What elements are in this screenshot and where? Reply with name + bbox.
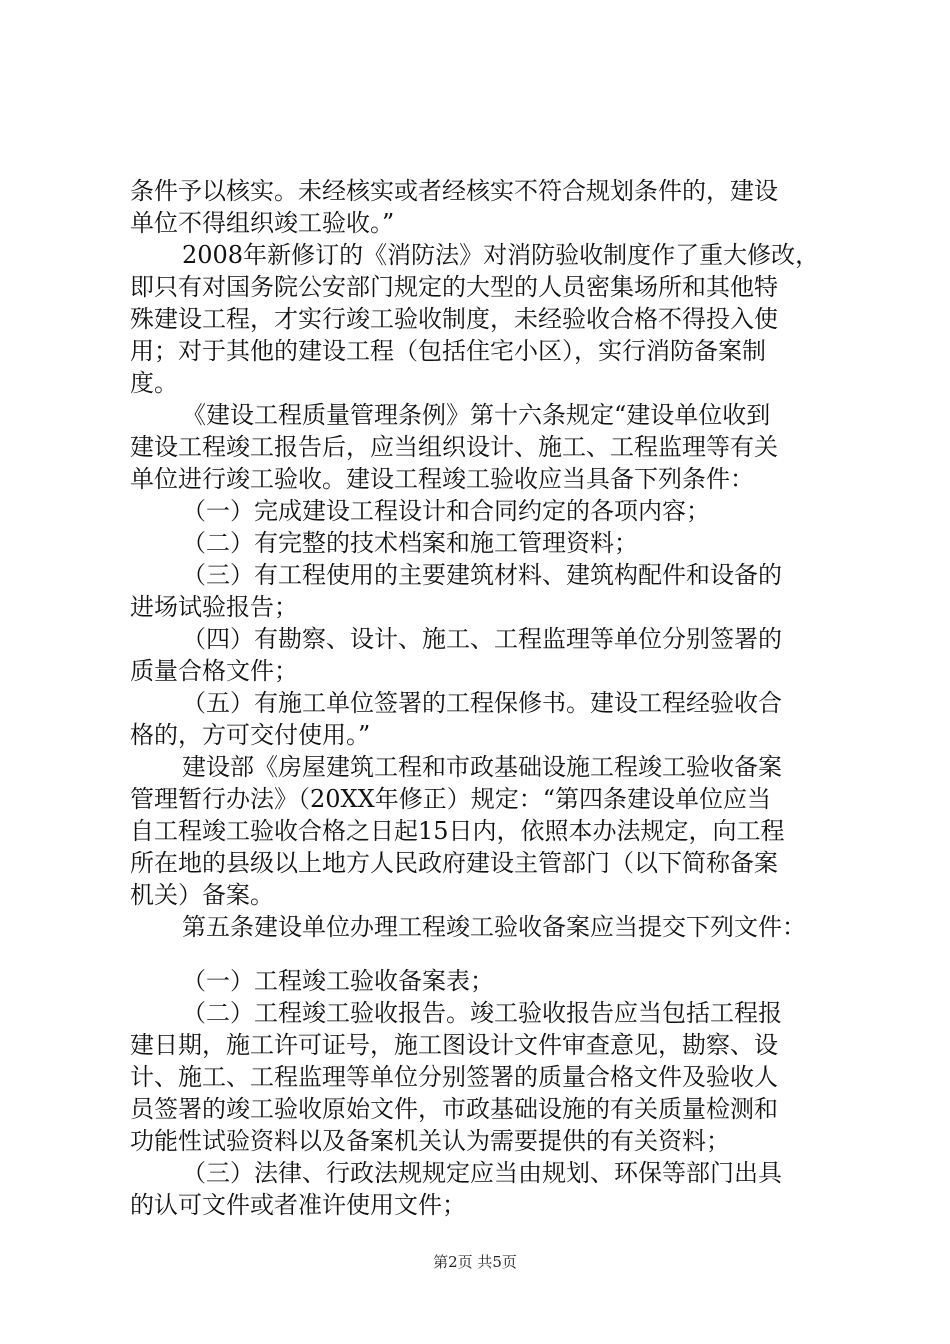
text-line: 建设工程竣工报告后，应当组织设计、施工、工程监理等有关 xyxy=(130,433,778,461)
list-item-line: （三）法律、行政法规规定应当由规划、环保等部门出具 xyxy=(182,1159,782,1187)
text-line: 计、施工、工程监理等单位分别签署的质量合格文件及验收人 xyxy=(130,1063,778,1091)
text-line: 单位进行竣工验收。建设工程竣工验收应当具备下列条件： xyxy=(130,465,754,493)
list-item-line: （一）工程竣工验收备案表； xyxy=(182,967,494,995)
text-line: 格的，方可交付使用。” xyxy=(130,721,371,749)
paragraph-start-line: 建设部《房屋建筑工程和市政基础设施工程竣工验收备案 xyxy=(182,753,782,781)
text-line: 质量合格文件； xyxy=(130,657,298,685)
list-item-line: （一）完成建设工程设计和合同约定的各项内容； xyxy=(182,497,710,525)
text-line: 度。 xyxy=(130,369,178,397)
list-item-line: （三）有工程使用的主要建筑材料、建筑构配件和设备的 xyxy=(182,561,782,589)
list-item-line: （四）有勘察、设计、施工、工程监理等单位分别签署的 xyxy=(182,625,782,653)
text-line: 进场试验报告； xyxy=(130,593,298,621)
text-line: 殊建设工程，才实行竣工验收制度，未经验收合格不得投入使 xyxy=(130,305,778,333)
text-line: 的认可文件或者准许使用文件； xyxy=(130,1191,466,1219)
text-line: 即只有对国务院公安部门规定的大型的人员密集场所和其他特 xyxy=(130,273,778,301)
page-number-footer: 第2页 共5页 xyxy=(433,1253,517,1271)
text-line: 单位不得组织竣工验收。” xyxy=(130,209,395,237)
text-line: 建日期，施工许可证号，施工图设计文件审查意见，勘察、设 xyxy=(130,1031,778,1059)
text-line: 管理暂行办法》（20XX年修正）规定：“第四条建设单位应当 xyxy=(130,785,771,813)
list-item-line: （二）工程竣工验收报告。竣工验收报告应当包括工程报 xyxy=(182,999,782,1027)
list-item-line: （二）有完整的技术档案和施工管理资料； xyxy=(182,529,638,557)
text-line: 自工程竣工验收合格之日起15日内，依照本办法规定，向工程 xyxy=(130,817,785,845)
paragraph-start-line: 2008年新修订的《消防法》对消防验收制度作了重大修改， xyxy=(182,241,820,269)
text-line: 条件予以核实。未经核实或者经核实不符合规划条件的，建设 xyxy=(130,177,778,205)
paragraph-start-line: 第五条建设单位办理工程竣工验收备案应当提交下列文件： xyxy=(182,913,806,941)
list-item-line: （五）有施工单位签署的工程保修书。建设工程经验收合 xyxy=(182,689,782,717)
text-line: 机关）备案。 xyxy=(130,881,274,909)
text-line: 员签署的竣工验收原始文件，市政基础设施的有关质量检测和 xyxy=(130,1095,778,1123)
text-line: 用；对于其他的建设工程（包括住宅小区），实行消防备案制 xyxy=(130,337,766,365)
paragraph-start-line: 《建设工程质量管理条例》第十六条规定“建设单位收到 xyxy=(182,401,771,429)
text-line: 所在地的县级以上地方人民政府建设主管部门（以下简称备案 xyxy=(130,849,778,877)
text-line: 功能性试验资料以及备案机关认为需要提供的有关资料； xyxy=(130,1127,730,1155)
